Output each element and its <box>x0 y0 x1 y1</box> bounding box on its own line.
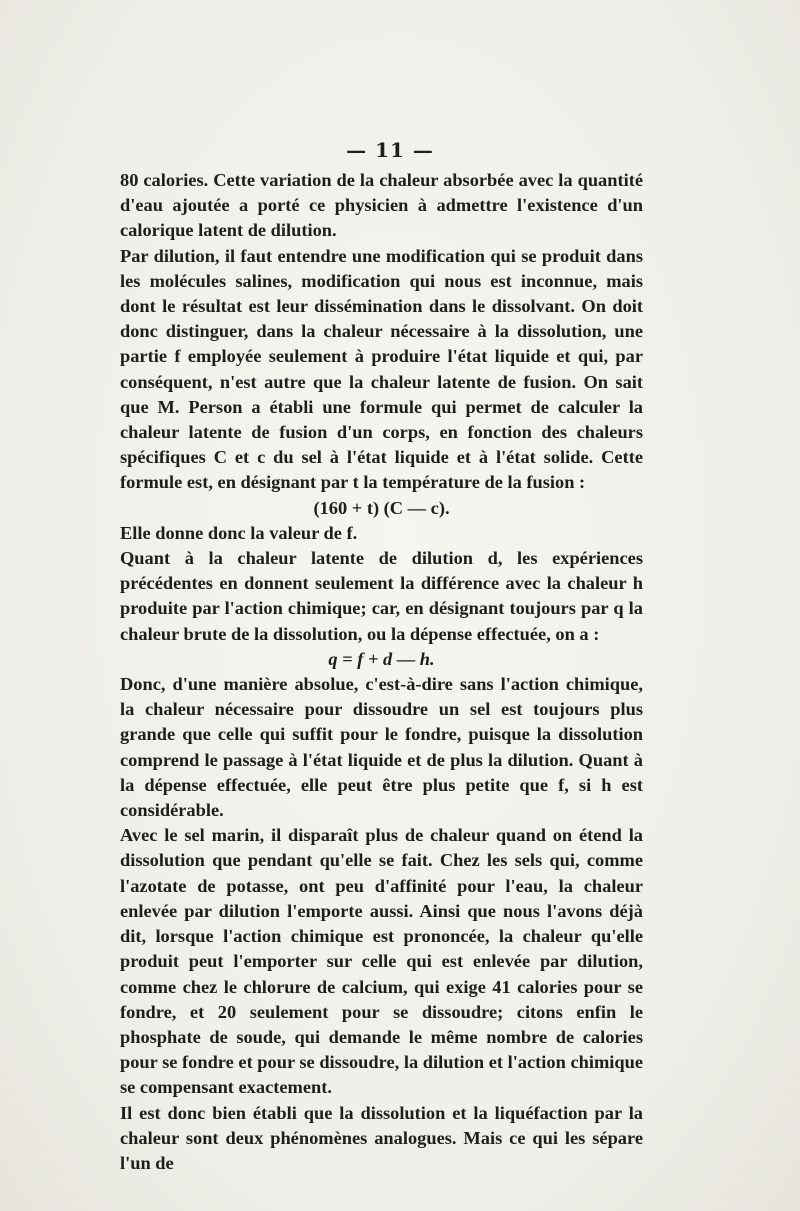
paragraph-7: Il est donc bien établi que la dissolution et la liquéfaction par la chaleur sont deux phénomènes analogues. Mais ce qui les sépare l'un de <box>120 1102 643 1173</box>
paragraph-3: Elle donne donc la valeur de f. <box>120 522 358 543</box>
paragraph-1: 80 calories. Cette variation de la chaleur absorbée avec la quantité d'eau ajoutée a porté ce physicien à admettre l'existence d'un calorique latent de dilution. <box>120 170 643 241</box>
paragraph-2: Par dilution, il faut entendre une modification qui se produit dans les molécules salines, modification qui nous est inconnue, mais dont le résultat est leur dissémination dans le dissolvant. On doit donc distinguer, dans la chaleur nécessaire à la dissolution, une partie f employée seulement à produire l'état liquide et qui, par conséquent, n'est autre que la chaleur latente de fusion. On sait que M. Person a établi une formule qui permet de calculer la chaleur latente de fusion d'un corps, en fonction des chaleurs spécifiques C et c du sel à l'état liquide et à l'état solide. Cette formule est, en désignant par t la température de la fusion : <box>120 245 643 493</box>
body-text <box>120 168 643 1176</box>
formula-fusion: (160 + t) (C — c). <box>313 497 450 518</box>
paragraph-4: Quant à la chaleur latente de dilution d, les expériences précédentes en donnent seulement la différence avec la chaleur h produite par l'action chimique; car, en désignant toujours par q la chaleur brute de la dissolution, ou la dépense effectuée, on a : <box>120 548 643 644</box>
formula-dissolution: q = f + d — h. <box>328 648 435 669</box>
page-number: — 11 — <box>346 138 434 162</box>
paragraph-5: Donc, d'une manière absolue, c'est-à-dire sans l'action chimique, la chaleur nécessaire pour dissoudre un sel est toujours plus grande que celle qui suffit pour le fondre, puisque la dissolution comprend le passage à l'état liquide et de plus la dilution. Quant à la dépense effectuée, elle peut être plus petite que f, si h est considérable. <box>120 674 643 821</box>
paragraph-6: Avec le sel marin, il disparaît plus de chaleur quand on étend la dissolution que pendant qu'elle se fait. Chez les sels qui, comme l'azotate de potasse, ont peu d'affinité pour l'eau, la chaleur enlevée par dilution l'emporte aussi. Ainsi que nous l'avons déjà dit, lorsque l'action chimique est prononcée, la chaleur qu'elle produit peut l'emporter sur celle qui est enlevée par dilution, comme chez le chlorure de calcium, qui exige 41 calories pour se fondre, et 20 seulement pour se dissoudre; citons enfin le phosphate de soude, qui demande le même nombre de calories pour se fondre et pour se dissoudre, la dilution et l'action chimique se compensant exactement. <box>120 825 643 1098</box>
